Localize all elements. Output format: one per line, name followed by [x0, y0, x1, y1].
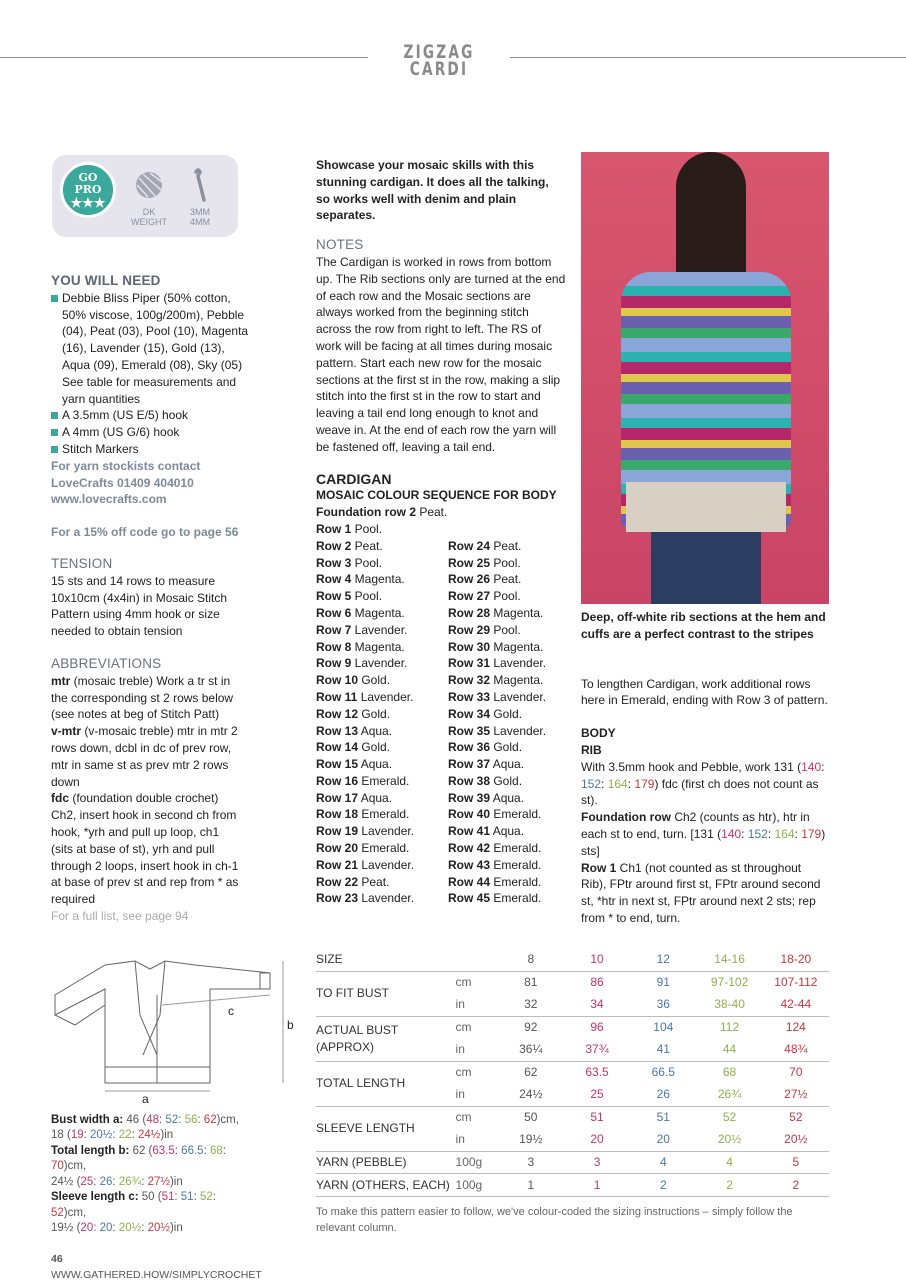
- value-cell: 34: [590, 997, 604, 1012]
- value-cell: 51: [564, 1106, 630, 1129]
- text-run: :: [794, 826, 802, 841]
- row-label: YARN (PEBBLE): [316, 1151, 456, 1174]
- value-cell: 3: [498, 1151, 564, 1174]
- notes-text: The Cardigan is worked in rows from bottom up. The Rib sections only are turned at the end of each row and the Mosaic sections are always worked from the beginning stitch across the row from right to left. The RS of work will be facing at all times during mosaic pattern. Start each new row for the mosaic sections at the first st in the row, making a slip stitch into the first st in the row to start and leaving a tail end long enough to knot and weave in. At the end of each row the yarn will be fastened off, leaving a tail end.: [316, 254, 566, 454]
- value-cell: 27½: [784, 1087, 808, 1102]
- value-cell: 3: [564, 1151, 630, 1174]
- value-cell: 66.5: [630, 1061, 696, 1084]
- text-run: With 3.5mm hook and Pebble, work 131 (: [581, 759, 802, 774]
- text-run: :: [112, 1222, 119, 1235]
- value-cell: 36¼: [519, 1042, 543, 1057]
- measurement-line: [51, 1175, 251, 1191]
- text-run: 62: [203, 1113, 217, 1126]
- value-cell: 2: [630, 1174, 696, 1197]
- text-run: :: [112, 1129, 119, 1142]
- colour-row: Row 2 Peat.: [316, 538, 383, 553]
- text-run: 20½: [90, 1129, 113, 1142]
- text-run: :: [159, 1113, 166, 1126]
- value-cell: 52: [696, 1106, 762, 1129]
- colour-row: Row 36 Gold.: [448, 740, 523, 755]
- size-table: [316, 949, 829, 1198]
- text-run: 50 (: [141, 1191, 162, 1204]
- text-run: )in: [169, 1222, 183, 1235]
- colour-row: Row 16 Emerald.: [316, 773, 410, 788]
- text-run: 19: [70, 1129, 84, 1142]
- colour-row: Row 40 Emerald.: [448, 807, 542, 822]
- abbreviation-item: v-mtr (v-mosaic treble) mtr in mtr 2 rows down, dcbl in dc of prev row, mtr in same st as prev mtr 2 rows down: [51, 724, 238, 789]
- text-run: 56: [184, 1113, 198, 1126]
- text-run: 52: [51, 1206, 64, 1219]
- colour-row: Row 11 Lavender.: [316, 689, 414, 704]
- colour-row: Row 20 Emerald.: [316, 841, 410, 856]
- page-footer: [51, 1251, 262, 1284]
- text-run: 20: [80, 1222, 94, 1235]
- text-run: 164: [774, 826, 795, 841]
- value-cell: 52: [763, 1106, 829, 1129]
- notes-heading: NOTES: [316, 237, 364, 253]
- page-number: 46: [51, 1252, 63, 1265]
- crochet-hook-icon: [192, 168, 208, 204]
- value-cell: 107-112: [763, 971, 829, 994]
- value-cell: 8: [527, 952, 535, 967]
- measurement-line: Bust width a: 46 (48: 52: 56: 62)cm,: [51, 1113, 239, 1126]
- colour-row: Row 6 Magenta.: [316, 605, 405, 620]
- colour-row: Row 22 Peat.: [316, 874, 390, 889]
- row-label: YARN (OTHERS, EACH): [316, 1174, 456, 1197]
- text-run: )in: [169, 1175, 183, 1188]
- value-cell: 4: [630, 1151, 696, 1174]
- value-cell: 20½: [717, 1132, 742, 1147]
- colour-row: Row 17 Aqua.: [316, 790, 393, 805]
- measurement-line: Total length b: 62 (63.5: 66.5: 68: 70)cm,: [51, 1144, 226, 1173]
- row-label: TOTAL LENGTH: [316, 1061, 456, 1106]
- body-heading: BODY: [581, 726, 616, 741]
- intro-text: Showcase your mosaic skills with this stunning cardigan. It does all the talking, so works well with denim and plain separates.: [316, 158, 549, 223]
- colour-row: Row 45 Emerald.: [448, 891, 542, 906]
- text-run: :: [174, 1191, 181, 1204]
- text-run: 179: [801, 826, 822, 841]
- colour-row: Row 31 Lavender.: [448, 656, 547, 671]
- text-run: 70: [51, 1160, 64, 1173]
- unit-cell: in: [455, 1132, 465, 1147]
- table-note: See table for measurements and yarn quantities: [62, 374, 237, 406]
- text-run: 51: [161, 1191, 175, 1204]
- value-cell: 91: [630, 971, 696, 994]
- value-cell: 20: [656, 1132, 670, 1147]
- abbreviations-heading: ABBREVIATIONS: [51, 655, 162, 671]
- colour-row: Row 24 Peat.: [448, 538, 522, 553]
- right-column: [581, 152, 829, 927]
- text-run: :: [601, 776, 608, 791]
- text-run: 68: [209, 1144, 223, 1157]
- colour-row: Row 18 Emerald.: [316, 807, 410, 822]
- diagram-label-c: c: [228, 1003, 234, 1018]
- text-run: :: [83, 1129, 91, 1142]
- unit-cell: 100g: [456, 1151, 498, 1174]
- materials-item: A 4mm (US G/6) hook: [51, 424, 251, 441]
- stockist-contact: For yarn stockists contact LoveCrafts 01409 404010 www.lovecrafts.com: [51, 458, 201, 507]
- unit-cell: in: [455, 1042, 465, 1057]
- value-cell: 26: [656, 1087, 670, 1102]
- colour-row: Row 28 Magenta.: [448, 605, 544, 620]
- rows-list-left: [316, 521, 448, 907]
- colour-row: Row 3 Pool.: [316, 555, 383, 570]
- colour-row: Row 26 Peat.: [448, 572, 522, 587]
- text-run: 52: [165, 1113, 179, 1126]
- materials-item: A 3.5mm (US E/5) hook: [51, 407, 251, 424]
- colour-row: Row 38 Gold.: [448, 773, 523, 788]
- value-cell: 44: [722, 1042, 737, 1057]
- text-run: )cm,: [216, 1113, 239, 1126]
- row-label: ACTUAL BUST (APPROX): [316, 1016, 456, 1061]
- abbreviations-more-link: For a full list, see page 94: [51, 908, 189, 923]
- text-run: 20½: [147, 1222, 170, 1235]
- value-cell: 70: [763, 1061, 829, 1084]
- value-cell: 63.5: [564, 1061, 630, 1084]
- text-run: :: [93, 1175, 100, 1188]
- colour-row: Row 10 Gold.: [316, 673, 391, 688]
- colour-row: Row 35 Lavender.: [448, 723, 547, 738]
- colour-row: Row 44 Emerald.: [448, 874, 542, 889]
- value-cell: 12: [656, 952, 670, 967]
- value-cell: 92: [498, 1016, 564, 1039]
- colour-row: Row 42 Emerald.: [448, 841, 542, 856]
- tension-text: 15 sts and 14 rows to measure 10x10cm (4x4in) in Mosaic Stitch Pattern using 4mm hook or size needed to obtain tension: [51, 573, 228, 639]
- colour-row: Row 25 Pool.: [448, 555, 521, 570]
- value-cell: 68: [696, 1061, 762, 1084]
- text-run: :: [821, 759, 825, 774]
- colour-row: Row 43 Emerald.: [448, 857, 542, 872]
- text-run: )in: [160, 1129, 174, 1142]
- measurement-line: [51, 1128, 251, 1144]
- value-cell: 97-102: [696, 971, 762, 994]
- colour-row: Row 21 Lavender.: [316, 857, 415, 872]
- text-run: 63.5: [152, 1144, 175, 1157]
- row-label: SLEEVE LENGTH: [316, 1106, 456, 1151]
- colour-row: Row 15 Aqua.: [316, 757, 393, 772]
- unit-cell: cm: [456, 1106, 498, 1129]
- diagram-label-a: a: [142, 1091, 149, 1106]
- footer-url: WWW.GATHERED.HOW/SIMPLYCROCHET: [51, 1269, 262, 1282]
- row-label: TO FIT BUST: [316, 971, 456, 1016]
- text-run: :: [141, 1222, 148, 1235]
- text-run: :: [193, 1191, 200, 1204]
- value-cell: 14-16: [714, 952, 745, 967]
- text-run: 25: [80, 1175, 94, 1188]
- colour-row: Row 23 Lavender.: [316, 891, 415, 906]
- text-run: 26¾: [118, 1175, 142, 1188]
- text-run: )cm,: [63, 1206, 87, 1219]
- hook-size-label: 3MM 4MM: [190, 207, 210, 227]
- cardigan-schematic: [50, 955, 300, 1095]
- measurements-list: [51, 1113, 251, 1237]
- skill-level-icon: GO PRO ★★★: [60, 162, 116, 218]
- yarn-weight-label: DK WEIGHT: [131, 207, 167, 227]
- text-run: 27½: [147, 1175, 170, 1188]
- value-cell: 86: [564, 971, 630, 994]
- text-run: :: [203, 1144, 210, 1157]
- colour-row: Row 12 Gold.: [316, 706, 391, 721]
- text-run: ) fdc (first ch does not count as st).: [581, 776, 819, 808]
- yarn-ball-icon: [134, 170, 164, 200]
- colour-row: Row 37 Aqua.: [448, 757, 525, 772]
- text-run: 46 (: [126, 1113, 147, 1126]
- lengthen-note: To lengthen Cardigan, work additional rows here in Emerald, ending with Row 3 of pattern.: [581, 676, 828, 708]
- unit-cell: in: [455, 1087, 465, 1102]
- text-run: :: [767, 826, 775, 841]
- text-run: 20: [99, 1222, 113, 1235]
- colour-row: Row 9 Lavender.: [316, 656, 408, 671]
- cardigan-schematic-wrap: [51, 955, 301, 1105]
- value-cell: 62: [498, 1061, 564, 1084]
- table-row: [316, 1016, 829, 1039]
- text-run: 152: [747, 826, 768, 841]
- value-cell: 26¾: [717, 1087, 742, 1102]
- value-cell: 81: [498, 971, 564, 994]
- value-cell: 5: [763, 1151, 829, 1174]
- photo-caption: Deep, off-white rib sections at the hem and cuffs are a perfect contrast to the stripes: [581, 610, 826, 641]
- text-run: ) sts]: [581, 826, 826, 858]
- colour-row: Row 4 Magenta.: [316, 572, 405, 587]
- colour-row: Row 33 Lavender.: [448, 689, 547, 704]
- value-cell: 112: [696, 1016, 762, 1039]
- value-cell: 10: [590, 952, 604, 967]
- size-table-section: [316, 949, 829, 1237]
- row-1-instruction: Row 1 Ch1 (not counted as st throughout Rib), FPtr around first st, FPtr around second st, *htr in next st, FPtr around next 2 sts; rep from * to end, turn.: [581, 860, 821, 925]
- table-row: [316, 971, 829, 994]
- measurement-line: [51, 1221, 251, 1237]
- text-run: :: [174, 1144, 182, 1157]
- rib-heading: RIB: [581, 742, 602, 757]
- text-run: :: [212, 1191, 216, 1204]
- colour-row: Row 39 Aqua.: [448, 790, 525, 805]
- rib-instruction: [581, 759, 829, 809]
- value-cell: 96: [564, 1016, 630, 1039]
- colour-row: Row 5 Pool.: [316, 589, 383, 604]
- text-run: 22: [118, 1129, 132, 1142]
- colour-row: Row 14 Gold.: [316, 740, 391, 755]
- value-cell: 42-44: [780, 997, 812, 1012]
- text-run: :: [178, 1113, 185, 1126]
- text-run: :: [222, 1144, 226, 1157]
- colour-row: Row 7 Lavender.: [316, 622, 408, 637]
- value-cell: 38-40: [714, 997, 745, 1012]
- table-row: [316, 1061, 829, 1084]
- text-run: :: [741, 826, 748, 841]
- value-cell: 2: [696, 1174, 762, 1197]
- abbreviation-item: fdc (foundation double crochet) Ch2, insert hook in second ch from hook, *yrh and pull up loop, ch1 (sits at base of st), yrh and pull through 2 loops, insert hook in ch-1 at base of prev st and rep from * as required: [51, 791, 239, 907]
- value-cell: 37¾: [585, 1042, 609, 1057]
- value-cell: 104: [630, 1016, 696, 1039]
- text-run: 52: [199, 1191, 213, 1204]
- colour-row: Row 27 Pool.: [448, 589, 521, 604]
- middle-column: [316, 152, 566, 927]
- text-run: )cm,: [63, 1160, 87, 1173]
- value-cell: 36: [656, 997, 670, 1012]
- foundation-row-instruction: Foundation row Ch2 (counts as htr), htr in each st to end, turn. [131 (140: 152: 164: 179) sts]: [581, 810, 826, 858]
- colour-row: Row 30 Magenta.: [448, 639, 544, 654]
- unit-cell: in: [455, 997, 465, 1012]
- colour-row: Row 13 Aqua.: [316, 723, 393, 738]
- text-run: :: [627, 776, 635, 791]
- text-run: :: [131, 1129, 138, 1142]
- left-column: [51, 273, 294, 1284]
- colour-row: Row 34 Gold.: [448, 706, 523, 721]
- text-run: 179: [634, 776, 655, 791]
- table-row: [316, 1174, 829, 1197]
- unit-cell: 100g: [456, 1174, 498, 1197]
- table-note-text: To make this pattern easier to follow, we've colour-coded the sizing instructions – simply follow the relevant column.: [316, 1206, 793, 1234]
- materials-item: Stitch Markers: [51, 441, 251, 458]
- foundation-row: Foundation row 2 Peat.: [316, 505, 448, 520]
- you-will-need-heading: YOU WILL NEED: [51, 273, 161, 288]
- value-cell: 24½: [519, 1087, 543, 1102]
- value-cell: 41: [656, 1042, 670, 1057]
- text-run: 66.5: [181, 1144, 204, 1157]
- title-rule-right: [510, 57, 906, 58]
- unit-cell: cm: [456, 1016, 498, 1039]
- unit-cell: cm: [456, 971, 498, 994]
- row-label: SIZE: [316, 952, 343, 967]
- value-cell: 50: [498, 1106, 564, 1129]
- text-run: 48: [146, 1113, 160, 1126]
- title-rule-left: [0, 57, 368, 58]
- text-run: Ch2 (counts as htr), htr in each st to end, turn. [131 (: [581, 810, 810, 841]
- discount-offer: For a 15% off code go to page 56: [51, 525, 239, 540]
- text-run: 140: [721, 826, 742, 841]
- text-run: :: [197, 1113, 204, 1126]
- unit-cell: [456, 949, 498, 972]
- unit-cell: cm: [456, 1061, 498, 1084]
- text-run: :: [112, 1175, 119, 1188]
- value-cell: 20: [590, 1132, 604, 1147]
- tension-heading: TENSION: [51, 555, 113, 571]
- text-run: 164: [607, 776, 628, 791]
- measurement-line: Sleeve length c: 50 (51: 51: 52: 52)cm,: [51, 1191, 216, 1219]
- value-cell: 32: [524, 997, 538, 1012]
- text-run: 20½: [118, 1222, 142, 1235]
- value-cell: 1: [498, 1174, 564, 1197]
- colour-sequence-heading: MOSAIC COLOUR SEQUENCE FOR BODY: [316, 488, 557, 503]
- text-run: 18 (: [51, 1129, 71, 1142]
- value-cell: 18-20: [780, 952, 812, 967]
- colour-row: Row 29 Pool.: [448, 622, 521, 637]
- text-run: 62 (: [132, 1144, 153, 1157]
- colour-row: Row 41 Aqua.: [448, 824, 525, 839]
- value-cell: 20½: [784, 1132, 808, 1147]
- text-run: :: [141, 1175, 148, 1188]
- text-run: 26: [99, 1175, 113, 1188]
- value-cell: 51: [630, 1106, 696, 1129]
- value-cell: 19½: [519, 1132, 543, 1147]
- main-content: [316, 152, 829, 1236]
- colour-row: Row 8 Magenta.: [316, 639, 405, 654]
- table-row: [316, 1106, 829, 1129]
- value-cell: 1: [564, 1174, 630, 1197]
- text-run: 24½ (: [51, 1175, 81, 1188]
- colour-row: Row 32 Magenta.: [448, 673, 544, 688]
- page-title: ZIGZAG CARDI: [403, 41, 475, 80]
- value-cell: 2: [763, 1174, 829, 1197]
- text-run: 24½: [137, 1129, 161, 1142]
- rows-list: [316, 521, 566, 907]
- cardigan-heading: CARDIGAN: [316, 470, 392, 487]
- text-run: 19½ (: [51, 1222, 81, 1235]
- rows-list-right: [448, 521, 566, 907]
- value-cell: 4: [696, 1151, 762, 1174]
- value-cell: 25: [590, 1087, 604, 1102]
- colour-row: Row 1 Pool.: [316, 521, 383, 536]
- diagram-label-b: b: [287, 1017, 294, 1032]
- colour-row: Row 19 Lavender.: [316, 824, 415, 839]
- text-run: 140: [801, 759, 822, 774]
- value-cell: 48¾: [784, 1042, 808, 1057]
- text-run: :: [93, 1222, 100, 1235]
- table-row: [316, 949, 829, 972]
- cardigan-photo: [581, 152, 829, 604]
- text-run: 51: [180, 1191, 194, 1204]
- materials-item: Debbie Bliss Piper (50% cotton, 50% viscose, 100g/200m), Pebble (04), Peat (03), Pool (10), Magenta (16), Lavender (15), Gold (13), Aqua (09), Emerald (08), Sky (05): [51, 290, 251, 374]
- value-cell: 124: [763, 1016, 829, 1039]
- abbreviation-item: mtr (mosaic treble) Work a tr st in the corresponding st 2 rows below (see notes at beg of Stitch Patt): [51, 673, 234, 722]
- table-row: [316, 1151, 829, 1174]
- text-run: 152: [581, 776, 602, 791]
